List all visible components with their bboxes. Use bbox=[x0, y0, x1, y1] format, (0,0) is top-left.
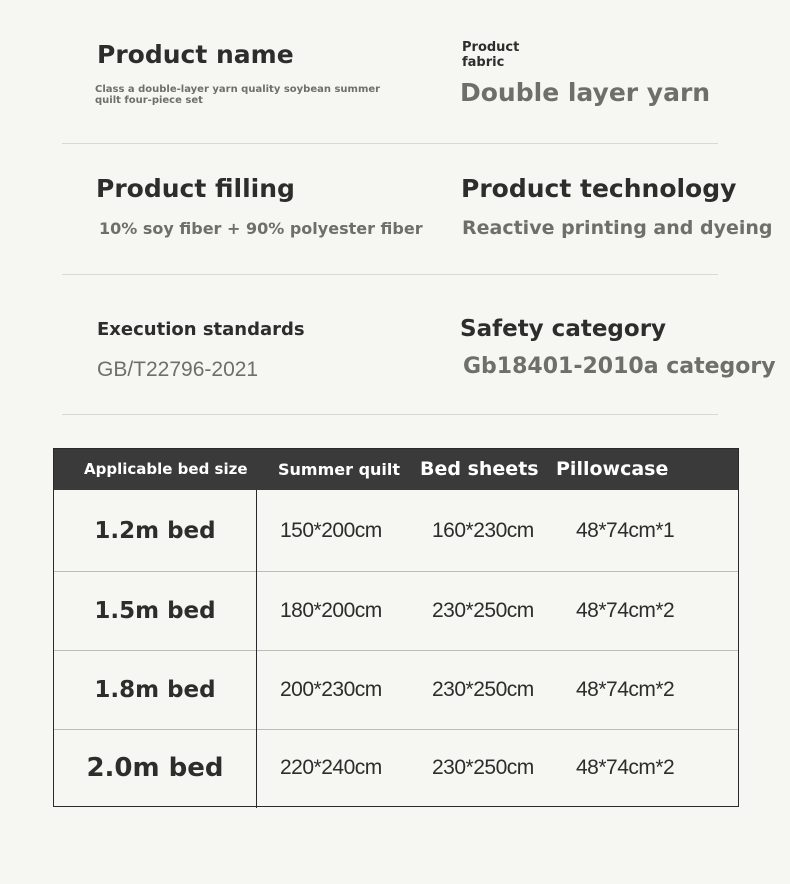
header-pillowcase: Pillowcase bbox=[556, 458, 669, 480]
safety-category-label: Safety category bbox=[460, 316, 667, 342]
pillowcase-size-cell: 48*74cm*2 bbox=[576, 756, 675, 779]
header-summer-quilt: Summer quilt bbox=[278, 460, 401, 479]
product-name-label: Product name bbox=[97, 40, 294, 69]
sheets-size-cell: 230*250cm bbox=[432, 756, 534, 779]
pillowcase-size-cell: 48*74cm*1 bbox=[576, 518, 675, 542]
product-fabric-label: Product fabric bbox=[462, 40, 520, 70]
column-divider bbox=[256, 490, 257, 808]
pillowcase-size-cell: 48*74cm*2 bbox=[576, 599, 675, 622]
quilt-size-cell: 150*200cm bbox=[280, 518, 382, 542]
table-row bbox=[54, 729, 738, 806]
table-row bbox=[54, 571, 738, 650]
sheets-size-cell: 230*250cm bbox=[432, 678, 534, 701]
bed-size-cell: 1.8m bed bbox=[94, 677, 216, 703]
header-bed-size: Applicable bed size bbox=[84, 460, 248, 478]
table-row bbox=[54, 490, 738, 571]
quilt-size-cell: 180*200cm bbox=[280, 599, 382, 622]
header-bed-sheets: Bed sheets bbox=[420, 458, 539, 480]
divider bbox=[62, 414, 718, 415]
product-technology-value: Reactive printing and dyeing bbox=[462, 217, 773, 239]
product-filling-value: 10% soy fiber + 90% polyester fiber bbox=[99, 219, 423, 238]
safety-category-value: Gb18401-2010a category bbox=[463, 354, 776, 379]
product-filling-label: Product filling bbox=[96, 174, 295, 203]
product-technology-label: Product technology bbox=[461, 174, 737, 203]
divider bbox=[62, 143, 718, 144]
bed-size-cell: 1.5m bed bbox=[94, 598, 216, 624]
bed-size-cell: 2.0m bed bbox=[86, 753, 224, 783]
execution-standards-value: GB/T22796-2021 bbox=[97, 358, 259, 381]
quilt-size-cell: 200*230cm bbox=[280, 678, 382, 701]
table-row bbox=[54, 650, 738, 729]
execution-standards-label: Execution standards bbox=[97, 319, 305, 340]
bed-size-cell: 1.2m bed bbox=[94, 517, 216, 544]
sheets-size-cell: 160*230cm bbox=[432, 518, 534, 542]
divider bbox=[62, 274, 718, 275]
size-table bbox=[53, 448, 739, 807]
product-fabric-value: Double layer yarn bbox=[460, 78, 711, 107]
pillowcase-size-cell: 48*74cm*2 bbox=[576, 678, 675, 701]
quilt-size-cell: 220*240cm bbox=[280, 756, 382, 779]
product-name-value: Class a double-layer yarn quality soybean summer quilt four-piece set bbox=[95, 84, 381, 106]
sheets-size-cell: 230*250cm bbox=[432, 599, 534, 622]
table-header bbox=[54, 449, 738, 490]
